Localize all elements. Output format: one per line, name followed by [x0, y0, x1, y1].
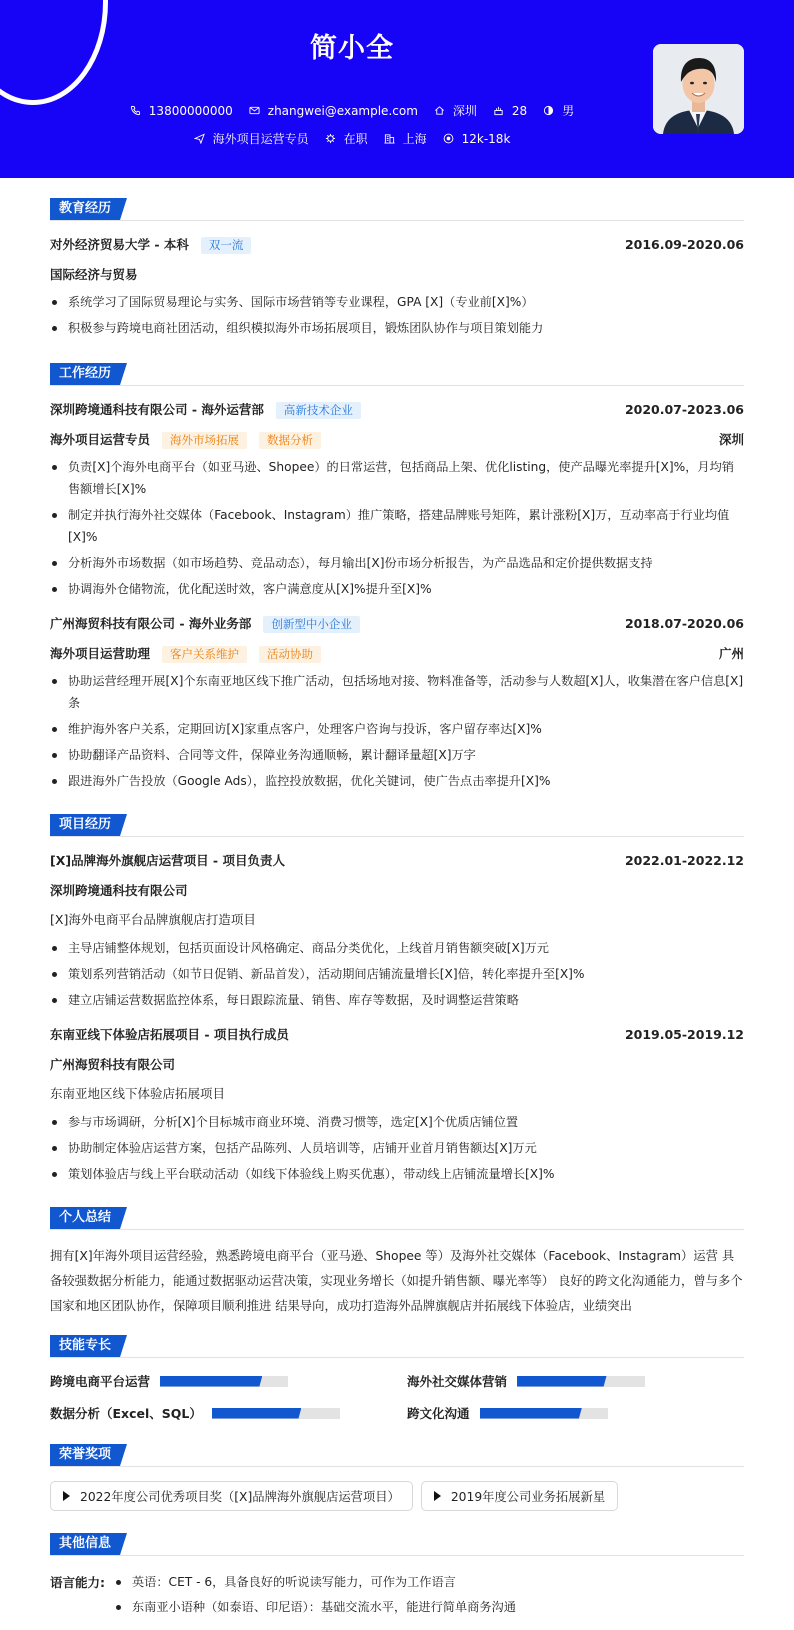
resume-body [0, 178, 794, 1620]
skill-level-bar [480, 1408, 608, 1419]
gender-icon [543, 105, 554, 116]
triangle-icon [434, 1491, 441, 1501]
award-item[interactable] [421, 1481, 618, 1511]
email-info [249, 104, 418, 118]
work-section [50, 363, 744, 792]
age-info [493, 104, 527, 118]
major-name: 国际经济与贸易 [50, 267, 138, 282]
skill-level-bar [517, 1376, 645, 1387]
school-name: 对外经济贸易大学 - 本科 [50, 236, 189, 252]
company-tag: 高新技术企业 [276, 402, 361, 419]
project-title: 东南亚线下体验店拓展项目 - 项目执行成员 [50, 1027, 289, 1042]
send-icon [194, 133, 205, 144]
section-title: 项目经历 [50, 814, 120, 836]
work-entry-head [50, 400, 744, 418]
summary-text: 拥有[X]年海外项目运营经验，熟悉跨境电商平台（亚马逊、Shopee 等）及海外社交媒体（Facebook、Instagram）运营 具备较强数据分析能力，能通过数据驱动运营决策，实现业务增长（如提升销售额、曝光率等） 良好的跨文化沟通能力，曾与多个国家和地区团队协作，保障项目顺利推进 结果导向，成功打造海外品牌旗舰店并拓展线下体验店，业绩突出 [50, 1249, 743, 1313]
awards-section [50, 1444, 744, 1511]
skills-grid [50, 1372, 744, 1422]
awards-title-row [50, 1444, 744, 1467]
list-item: 策划系列营销活动（如节日促销、新品首发），活动期间店铺流量增长[X]倍，转化率提升至[X]% [50, 963, 744, 985]
skills-section [50, 1335, 744, 1422]
list-item: 协助翻译产品资料、合同等文件，保障业务沟通顺畅，累计翻译量超[X]万字 [50, 744, 744, 766]
section-title: 其他信息 [50, 1533, 120, 1555]
role-tag: 数据分析 [259, 432, 321, 449]
list-item: 建立店铺运营数据监控体系，每日跟踪流量、销售、库存等数据，及时调整运营策略 [50, 989, 744, 1011]
home-icon [434, 105, 445, 116]
section-title: 技能专长 [50, 1335, 120, 1357]
skill-item [50, 1372, 387, 1390]
project-desc: 东南亚地区线下体验店拓展项目 [50, 1086, 226, 1101]
award-label: 2022年度公司优秀项目奖（[X]品牌海外旗舰店运营项目） [80, 1490, 400, 1504]
work-bullets [50, 456, 744, 600]
target-role-info [194, 130, 309, 147]
triangle-icon [63, 1491, 70, 1501]
skill-level-bar [212, 1408, 340, 1419]
skill-item [407, 1404, 744, 1422]
age-text: 28 [511, 103, 528, 118]
language-list [114, 1570, 516, 1620]
phone-info [130, 104, 233, 118]
work-entry [50, 400, 744, 600]
project-entry [50, 1025, 744, 1185]
company-name: 广州海贸科技有限公司 - 海外业务部 [50, 615, 252, 631]
language-row [50, 1570, 744, 1620]
project-entry-head [50, 851, 744, 869]
skill-item [407, 1372, 744, 1390]
resume-header [0, 0, 794, 178]
project-entry [50, 851, 744, 1011]
salary-info [443, 132, 511, 146]
work-bullets [50, 670, 744, 792]
project-org: 广州海贸科技有限公司 [50, 1057, 176, 1072]
work-city: 广州 [718, 646, 744, 661]
school-tag: 双一流 [201, 237, 252, 254]
project-bullets [50, 1111, 744, 1185]
other-title-row [50, 1533, 744, 1556]
skill-name: 数据分析（Excel、SQL） [50, 1406, 202, 1421]
awards-list [50, 1481, 744, 1511]
company-name: 深圳跨境通科技有限公司 - 海外运营部 [50, 401, 264, 417]
project-desc: [X]海外电商平台品牌旗舰店打造项目 [50, 912, 256, 927]
role-tag: 活动协助 [259, 646, 321, 663]
role-name: 海外项目运营专员 [50, 431, 151, 447]
section-title: 教育经历 [50, 198, 120, 220]
email-text: zhangwei@example.com [267, 103, 418, 118]
education-date: 2016.09-2020.06 [624, 236, 744, 252]
list-item: 协调海外仓储物流，优化配送时效，客户满意度从[X]%提升至[X]% [50, 578, 744, 600]
location-text: 深圳 [452, 104, 477, 118]
target-role-text: 海外项目运营专员 [212, 132, 309, 146]
skills-title-row [50, 1335, 744, 1358]
skill-name: 跨文化沟通 [407, 1406, 470, 1421]
project-org-row [50, 881, 744, 899]
list-item: 协助制定体验店运营方案，包括产品陈列、人员培训等，店铺开业首月销售额达[X]万元 [50, 1137, 744, 1159]
contact-row [0, 102, 704, 119]
skill-name: 跨境电商平台运营 [50, 1374, 151, 1389]
phone-text: 13800000000 [148, 103, 233, 118]
list-item: 跟进海外广告投放（Google Ads），监控投放数据，优化关键词，使广告点击率提升[X]% [50, 770, 744, 792]
education-section [50, 198, 744, 339]
role-tag: 海外市场拓展 [162, 432, 247, 449]
target-city-info [384, 130, 427, 147]
work-city: 深圳 [718, 432, 744, 447]
skill-level-fill [212, 1408, 302, 1419]
section-title: 个人总结 [50, 1207, 120, 1229]
list-item: 英语：CET - 6，具备良好的听说读写能力，可作为工作语言 [114, 1570, 516, 1595]
projects-section [50, 814, 744, 1185]
email-icon [249, 105, 260, 116]
profile-photo [653, 44, 744, 134]
skill-name: 海外社交媒体营销 [407, 1374, 508, 1389]
status-text: 在职 [343, 132, 368, 146]
work-date: 2020.07-2023.06 [624, 401, 744, 417]
salary-icon [443, 133, 454, 144]
gender-text: 男 [562, 104, 575, 118]
skill-level-fill [480, 1408, 582, 1419]
award-label: 2019年度公司业务拓展新星 [450, 1490, 606, 1504]
award-item[interactable] [50, 1481, 413, 1511]
salary-text: 12k-18k [461, 131, 511, 146]
education-bullets [50, 291, 744, 339]
target-city-text: 上海 [402, 132, 427, 146]
list-item: 制定并执行海外社交媒体（Facebook、Instagram）推广策略，搭建品牌账号矩阵，累计涨粉[X]万，互动率高于行业均值[X]% [50, 504, 744, 548]
role-row [50, 644, 744, 662]
list-item: 维护海外客户关系，定期回访[X]家重点客户，处理客户咨询与投诉，客户留存率达[X]% [50, 718, 744, 740]
language-label: 语言能力: [50, 1575, 105, 1590]
cake-icon [493, 105, 504, 116]
skill-level-bar [160, 1376, 288, 1387]
list-item: 协助运营经理开展[X]个东南亚地区线下推广活动，包括场地对接、物料准备等，活动参与人数超[X]人，收集潜在客户信息[X]条 [50, 670, 744, 714]
list-item: 东南亚小语种（如泰语、印尼语）：基础交流水平，能进行简单商务沟通 [114, 1595, 516, 1620]
gender-info [543, 102, 574, 119]
section-title: 荣誉奖项 [50, 1444, 120, 1466]
list-item: 参与市场调研，分析[X]个目标城市商业环境、消费习惯等，选定[X]个优质店铺位置 [50, 1111, 744, 1133]
list-item: 分析海外市场数据（如市场趋势、竞品动态），每月输出[X]份市场分析报告，为产品选品和定价提供数据支持 [50, 552, 744, 574]
other-section [50, 1533, 744, 1620]
project-org: 深圳跨境通科技有限公司 [50, 883, 188, 898]
skill-item [50, 1404, 387, 1422]
skill-level-fill [160, 1376, 262, 1387]
status-icon [325, 133, 336, 144]
work-entry-head [50, 614, 744, 632]
project-date: 2019.05-2019.12 [624, 1026, 744, 1042]
work-title-row [50, 363, 744, 386]
phone-icon [130, 105, 141, 116]
project-title: [X]品牌海外旗舰店运营项目 - 项目负责人 [50, 853, 285, 868]
summary-title-row [50, 1207, 744, 1230]
avatar-portrait [653, 44, 744, 134]
building-icon [384, 133, 395, 144]
job-intent-row [0, 130, 704, 147]
project-entry-head [50, 1025, 744, 1043]
major-row [50, 265, 744, 283]
role-tag: 客户关系维护 [162, 646, 247, 663]
project-bullets [50, 937, 744, 1011]
location-info [434, 102, 477, 119]
candidate-name: 简小全 [310, 33, 394, 64]
status-info [325, 130, 368, 147]
skill-level-fill [517, 1376, 607, 1387]
list-item: 负责[X]个海外电商平台（如亚马逊、Shopee）的日常运营，包括商品上架、优化listing，使产品曝光率提升[X]%，月均销售额增长[X]% [50, 456, 744, 500]
projects-title-row [50, 814, 744, 837]
project-date: 2022.01-2022.12 [624, 852, 744, 868]
section-title: 工作经历 [50, 363, 120, 385]
company-tag: 创新型中小企业 [263, 616, 360, 633]
role-name: 海外项目运营助理 [50, 645, 151, 661]
list-item: 主导店铺整体规划，包括页面设计风格确定、商品分类优化，上线首月销售额突破[X]万元 [50, 937, 744, 959]
work-date: 2018.07-2020.06 [624, 615, 744, 631]
work-entry [50, 614, 744, 792]
project-org-row [50, 1055, 744, 1073]
list-item: 策划体验店与线上平台联动活动（如线下体验线上购买优惠），带动线上店铺流量增长[X]% [50, 1163, 744, 1185]
education-entry-head [50, 235, 744, 253]
role-row [50, 430, 744, 448]
list-item: 系统学习了国际贸易理论与实务、国际市场营销等专业课程，GPA [X]（专业前[X]%） [50, 291, 744, 313]
summary-section [50, 1207, 744, 1319]
education-title-row [50, 198, 744, 221]
list-item: 积极参与跨境电商社团活动，组织模拟海外市场拓展项目，锻炼团队协作与项目策划能力 [50, 317, 744, 339]
